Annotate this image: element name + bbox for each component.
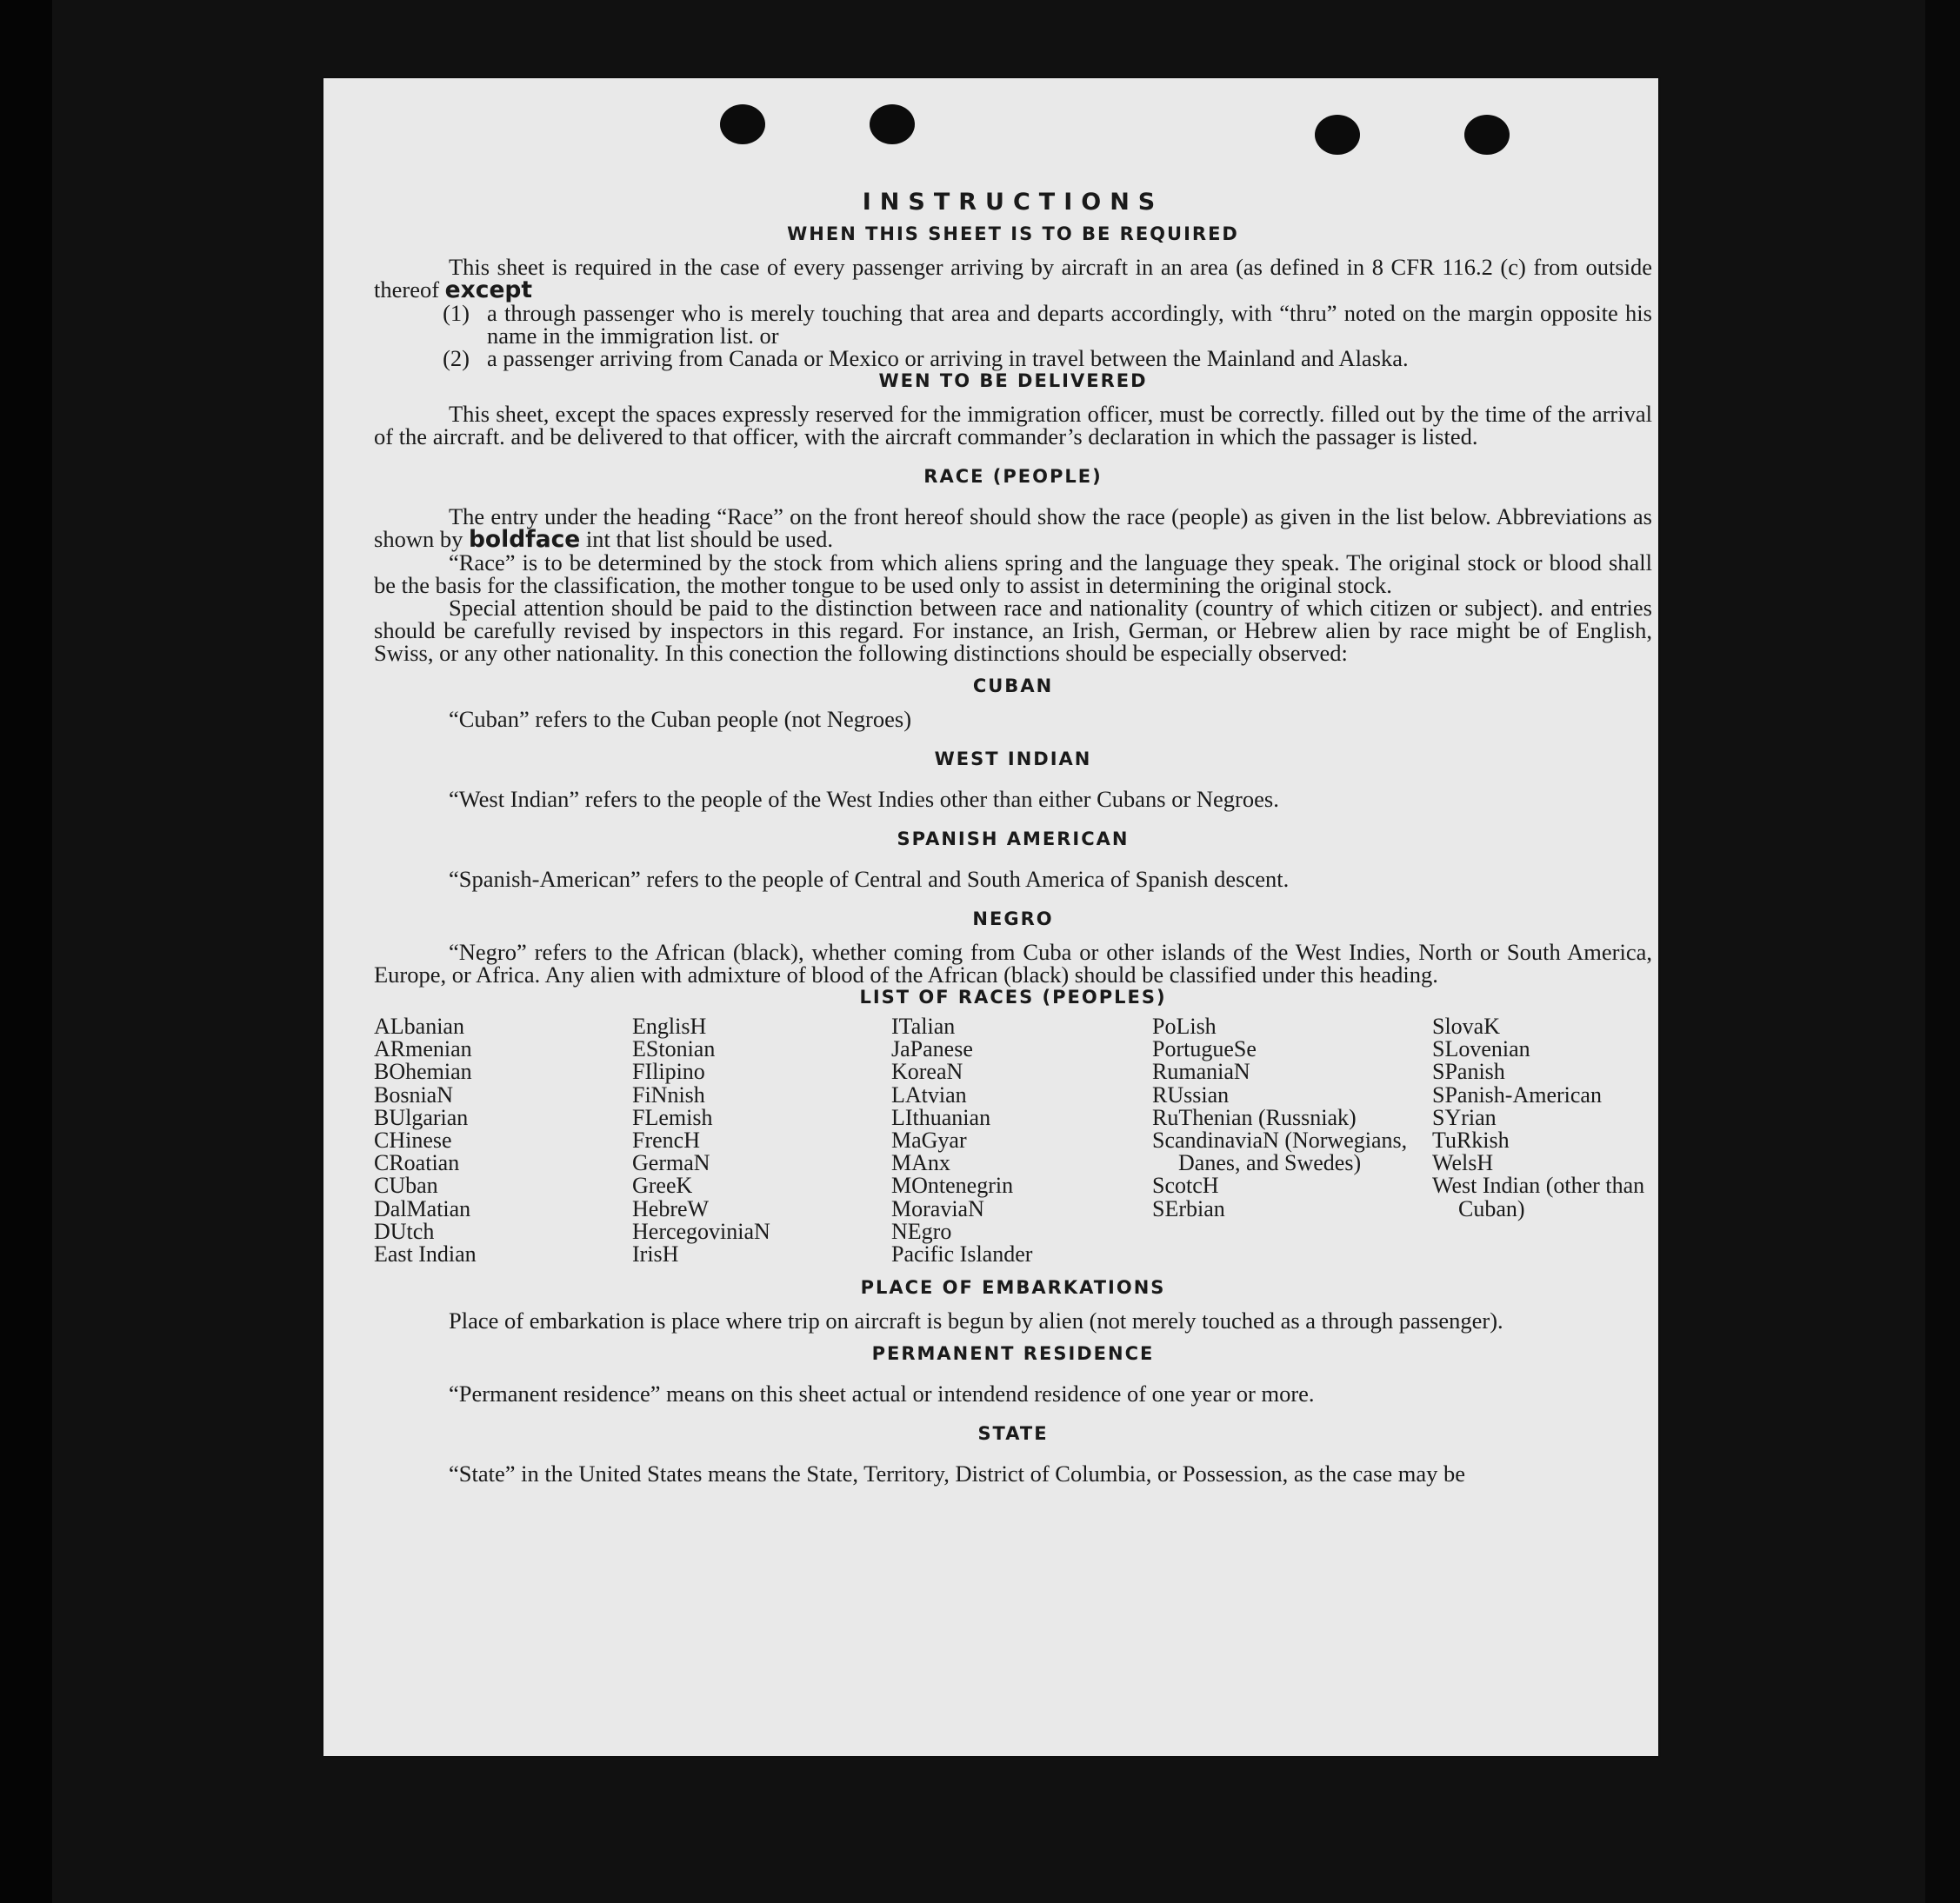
- section-title: STATE: [977, 1423, 1049, 1445]
- list-item: JaPanese: [891, 1036, 973, 1062]
- paragraph: Special attention should be paid to the distinction between race and nationality (country of which citizen or subject). and entries should be carefully revised by inspectors in this regard. For instance, an Irish, German, or Hebrew alien by race might be of English, Swiss, or any other nationality. In this conection the following distinctions should be especially observed:: [374, 595, 1652, 666]
- list-item: West Indian (other than Cuban): [1432, 1173, 1645, 1221]
- list-item: East Indian: [374, 1241, 477, 1268]
- list-item: SErbian: [1152, 1195, 1225, 1221]
- paragraph: The entry under the heading “Race” on the front hereof should show the race (people) as given in the list below. Abbreviations as shown by boldface int that list should be used.: [374, 503, 1652, 553]
- punch-hole: [720, 104, 765, 144]
- list-item: LIthuanian: [891, 1104, 991, 1130]
- list-item: SLovenian: [1432, 1036, 1530, 1062]
- list-item: PoLish: [1152, 1014, 1217, 1039]
- list-item: ARmenian: [374, 1036, 472, 1062]
- list-item: EnglisH: [632, 1014, 707, 1039]
- paragraph: “Spanish-American” refers to the people of Central and South America of Spanish descent.: [449, 866, 1290, 892]
- races-column: [632, 1015, 891, 1266]
- list-item: SYrian: [1432, 1104, 1497, 1130]
- paragraph: “Negro” refers to the African (black), whether coming from Cuba or other islands of the West Indies, North or South America, Europe, or Africa. Any alien with admixture of blood of the African (black) should be classified under this heading.: [374, 939, 1652, 988]
- list-item: SlovaK: [1432, 1014, 1500, 1039]
- paragraph: This sheet is required in the case of every passenger arriving by aircraft in an area (as defined in 8 CFR 116.2 (c) from outside thereof except: [374, 254, 1652, 303]
- scan-border-right: [1925, 0, 1960, 1903]
- list-item: Pacific Islander: [891, 1241, 1033, 1268]
- list-item: MaGyar: [891, 1128, 967, 1154]
- list-item: ITalian: [891, 1014, 956, 1039]
- list-item: PortugueSe: [1152, 1036, 1257, 1062]
- list-item: EStonian: [632, 1036, 716, 1062]
- list-item: MOntenegrin: [891, 1173, 1014, 1199]
- paragraph: “State” in the United States means the State, Territory, District of Columbia, or Possession, as the case may be: [449, 1461, 1466, 1487]
- list-item: LAtvian: [891, 1081, 967, 1108]
- list-item: CUban: [374, 1173, 438, 1199]
- section-title: NEGRO: [972, 908, 1054, 929]
- list-item: HebreW: [632, 1195, 710, 1221]
- paragraph: “Race” is to be determined by the stock from which aliens spring and the language they speak. The original stock or blood shall be the basis for the classification, the mother tongue to be used only to assist in determining the original stock.: [374, 549, 1652, 598]
- list-item: KoreaN: [891, 1059, 963, 1085]
- races-column: [891, 1015, 1152, 1266]
- races-column: [1152, 1015, 1432, 1266]
- list-item: FLemish: [632, 1104, 713, 1130]
- list-item: CHinese: [374, 1128, 452, 1154]
- section-title: LIST OF RACES (PEOPLES): [859, 987, 1167, 1008]
- list-item: RuThenian (Russniak): [1152, 1104, 1357, 1130]
- list-item: SPanish-American: [1432, 1081, 1602, 1108]
- list-item: TuRkish: [1432, 1128, 1510, 1154]
- paragraph: This sheet, except the spaces expressly reserved for the immigration officer, must be correctly. filled out by the time of the arrival of the aircraft. and be delivered to that officer, with the aircraft commander’s declaration in which the passager is listed.: [374, 401, 1652, 449]
- list-item: RumaniaN: [1152, 1059, 1250, 1085]
- list-item: FIlipino: [632, 1059, 705, 1085]
- list-item: MoraviaN: [891, 1195, 984, 1221]
- list-item: DUtch: [374, 1218, 435, 1244]
- races-column: [374, 1015, 632, 1266]
- section-title: WEN TO BE DELIVERED: [878, 370, 1148, 391]
- section-title: WEST INDIAN: [934, 749, 1092, 769]
- page-title: INSTRUCTIONS: [862, 189, 1164, 216]
- list-item: BosniaN: [374, 1081, 453, 1108]
- list-item: NEgro: [891, 1218, 952, 1244]
- section-title: RACE (PEOPLE): [923, 466, 1103, 487]
- paragraph: “West Indian” refers to the people of the West Indies other than either Cubans or Negroes.: [449, 786, 1279, 812]
- scan-border-left: [0, 0, 52, 1903]
- paragraph: “Permanent residence” means on this sheet actual or intendend residence of one year or more.: [449, 1381, 1315, 1407]
- list-item: ScotcH: [1152, 1173, 1219, 1199]
- list-item: HercegoviniaN: [632, 1218, 770, 1244]
- list-item: IrisH: [632, 1241, 679, 1268]
- punch-hole: [1315, 115, 1360, 155]
- list-item: ScandinaviaN (Norwegians, Danes, and Swedes): [1152, 1128, 1408, 1176]
- paragraph: Place of embarkation is place where trip on aircraft is begun by alien (not merely touched as a through passenger).: [449, 1307, 1503, 1334]
- list-item: FrencH: [632, 1128, 700, 1154]
- list-item: DalMatian: [374, 1195, 471, 1221]
- list-item: MAnx: [891, 1150, 950, 1176]
- section-title: PERMANENT RESIDENCE: [871, 1343, 1155, 1365]
- races-column: [1432, 1015, 1652, 1266]
- list-item: GermaN: [632, 1150, 710, 1176]
- list-item: BOhemian: [374, 1059, 472, 1085]
- punch-hole: [1464, 115, 1510, 155]
- document-body: [374, 191, 1652, 1485]
- list-item: SPanish: [1432, 1059, 1505, 1085]
- list-item: ALbanian: [374, 1014, 464, 1039]
- section-title: WHEN THIS SHEET IS TO BE REQUIRED: [787, 223, 1239, 244]
- section-title: PLACE OF EMBARKATIONS: [860, 1277, 1166, 1299]
- document-page: [323, 78, 1658, 1756]
- list-item: (2) a passenger arriving from Canada or Mexico or arriving in travel between the Mainland and Alaska.: [443, 345, 1409, 371]
- list-item: (1) a through passenger who is merely touching that area and departs accordingly, with “thru” noted on the margin opposite his name in the immigration list. or: [443, 300, 1652, 349]
- list-item: RUssian: [1152, 1081, 1230, 1108]
- list-item: BUlgarian: [374, 1104, 469, 1130]
- list-item: FiNnish: [632, 1081, 705, 1108]
- paragraph: “Cuban” refers to the Cuban people (not Negroes): [449, 706, 912, 732]
- races-table: [374, 1015, 1652, 1266]
- list-item: CRoatian: [374, 1150, 460, 1176]
- section-title: SPANISH AMERICAN: [897, 828, 1130, 849]
- section-title: CUBAN: [972, 675, 1054, 696]
- list-item: WelsH: [1432, 1150, 1494, 1176]
- list-item: GreeK: [632, 1173, 693, 1199]
- punch-hole: [870, 104, 915, 144]
